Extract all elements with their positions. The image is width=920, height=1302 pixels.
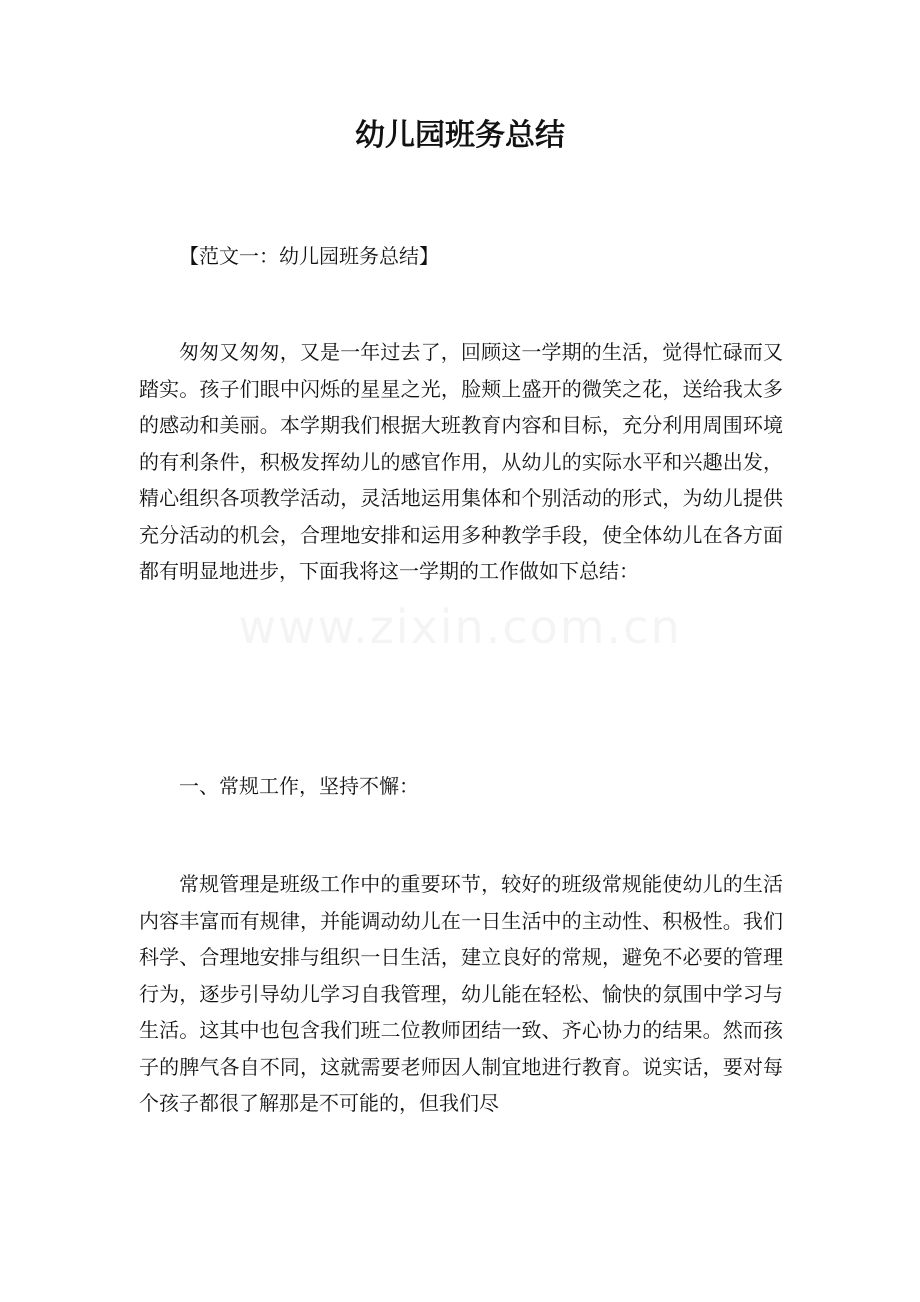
paragraph-routine-management: 常规管理是班级工作中的重要环节，较好的班级常规能使幼儿的生活内容丰富而有规律，并能调动幼儿在一日生活中的主动性、积极性。我们科学、合理地安排与组织一日生活，建立良好的常规，避免不必要的管理行为，逐步引导幼儿学习自我管理，幼儿能在轻松、愉快的氛围中学习与生活。这其中也包含我们班二位教师团结一致、齐心协力的结果。然而孩子的脾气各自不同，这就需要老师因人制宜地进行教育。说实话，要对每个孩子都很了解那是不可能的，但我们尽 — [139, 872, 783, 1115]
paragraph-intro: 匆匆又匆匆，又是一年过去了，回顾这一学期的生活，觉得忙碌而又踏实。孩子们眼中闪烁的星星之光，脸颊上盛开的微笑之花，送给我太多的感动和美丽。本学期我们根据大班教育内容和目标，充分利用周围环境的有利条件，积极发挥幼儿的感官作用，从幼儿的实际水平和兴趣出发，精心组织各项教学活动，灵活地运用集体和个别活动的形式，为幼儿提供充分活动的机会，合理地安排和运用多种教学手段，使全体幼儿在各方面都有明显地进步，下面我将这一学期的工作做如下总结： — [139, 340, 783, 583]
section-heading-routine-work: 一、常规工作，坚持不懈： — [179, 774, 419, 798]
document-subtitle: 【范文一：幼儿园班务总结】 — [179, 244, 439, 268]
document-title: 幼儿园班务总结 — [355, 118, 565, 153]
watermark — [0, 600, 920, 654]
